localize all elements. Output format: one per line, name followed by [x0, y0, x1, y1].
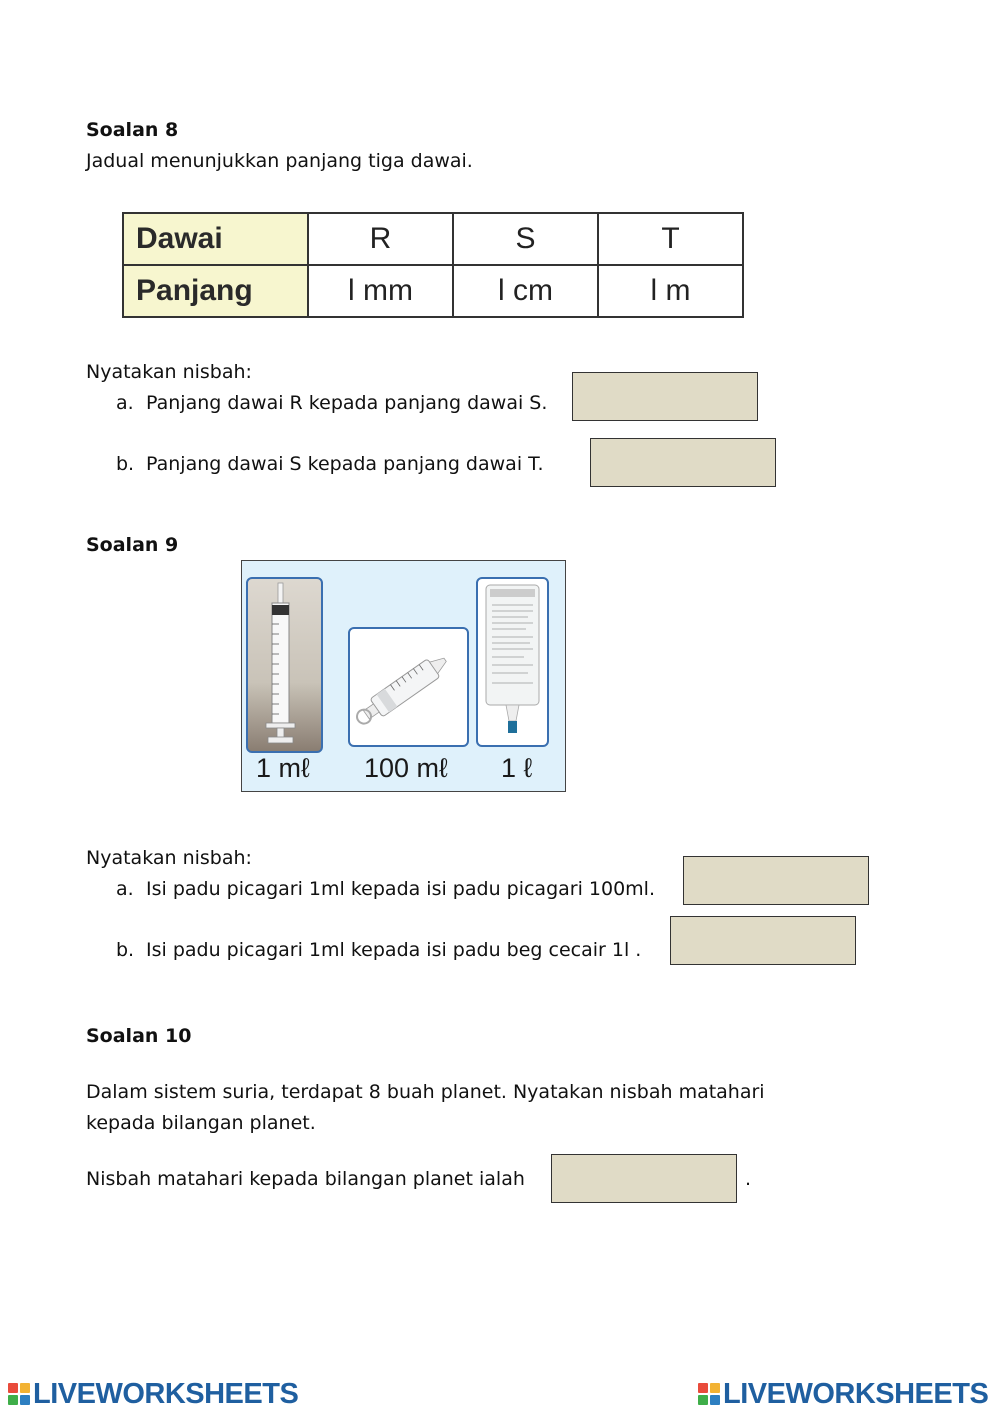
figure-label-1l: 1 ℓ — [501, 753, 533, 783]
figure-label-100ml: 100 mℓ — [364, 753, 448, 783]
table-cell: l cm — [453, 265, 598, 317]
table-row — [123, 265, 743, 317]
q10-paragraph-line2: kepada bilangan planet. — [86, 1112, 316, 1134]
table-cell: l mm — [308, 265, 453, 317]
q10-title: Soalan 10 — [86, 1025, 192, 1047]
q8a-answer-input[interactable] — [572, 372, 758, 421]
liveworksheets-mark-icon — [698, 1383, 720, 1405]
liveworksheets-logo-right[interactable] — [698, 1379, 988, 1409]
wire-length-table — [122, 212, 744, 318]
q8a-label: a. — [116, 392, 134, 414]
q9a-text: Isi padu picagari 1ml kepada isi padu picagari 100ml. — [146, 878, 656, 900]
q8-prompt: Nyatakan nisbah: — [86, 361, 252, 383]
q10-answer-sentence: Nisbah matahari kepada bilangan planet ialah — [86, 1168, 525, 1190]
q8b-answer-input[interactable] — [590, 438, 776, 487]
syringe-1ml-image — [246, 577, 323, 753]
table-cell: l m — [598, 265, 743, 317]
q9b-label: b. — [116, 939, 135, 961]
q9b-answer-input[interactable] — [670, 916, 856, 965]
q9a-answer-input[interactable] — [683, 856, 869, 905]
syringe-100ml-image — [348, 627, 469, 747]
q8a-text: Panjang dawai R kepada panjang dawai S. — [146, 392, 548, 414]
brand-text: LIVEWORKSHEETS — [723, 1377, 989, 1410]
table-row — [123, 213, 743, 265]
brand-text: LIVEWORKSHEETS — [33, 1377, 299, 1410]
q9b-text: Isi padu picagari 1ml kepada isi padu beg cecair 1l . — [146, 939, 642, 961]
table-cell: R — [308, 213, 453, 265]
liveworksheets-logo-left[interactable] — [8, 1379, 298, 1409]
q10-answer-input[interactable] — [551, 1154, 737, 1203]
q9-prompt: Nyatakan nisbah: — [86, 847, 252, 869]
table-cell: T — [598, 213, 743, 265]
q9-title: Soalan 9 — [86, 534, 179, 556]
table-header-dawai: Dawai — [123, 213, 308, 265]
q8b-text: Panjang dawai S kepada panjang dawai T. — [146, 453, 544, 475]
volume-figure — [241, 560, 566, 792]
iv-bag-icon — [478, 579, 547, 745]
syringe-100ml-icon — [350, 629, 467, 745]
q10-trailing-period: . — [745, 1168, 752, 1190]
figure-label-1ml: 1 mℓ — [256, 753, 310, 783]
q10-paragraph-line1: Dalam sistem suria, terdapat 8 buah planet. Nyatakan nisbah matahari — [86, 1081, 765, 1103]
table-header-panjang: Panjang — [123, 265, 308, 317]
table-cell: S — [453, 213, 598, 265]
q8b-label: b. — [116, 453, 135, 475]
q9a-label: a. — [116, 878, 134, 900]
syringe-1ml-icon — [248, 579, 321, 751]
q8-intro: Jadual menunjukkan panjang tiga dawai. — [86, 150, 473, 172]
liveworksheets-mark-icon — [8, 1383, 30, 1405]
iv-bag-1l-image — [476, 577, 549, 747]
q8-title: Soalan 8 — [86, 119, 179, 141]
